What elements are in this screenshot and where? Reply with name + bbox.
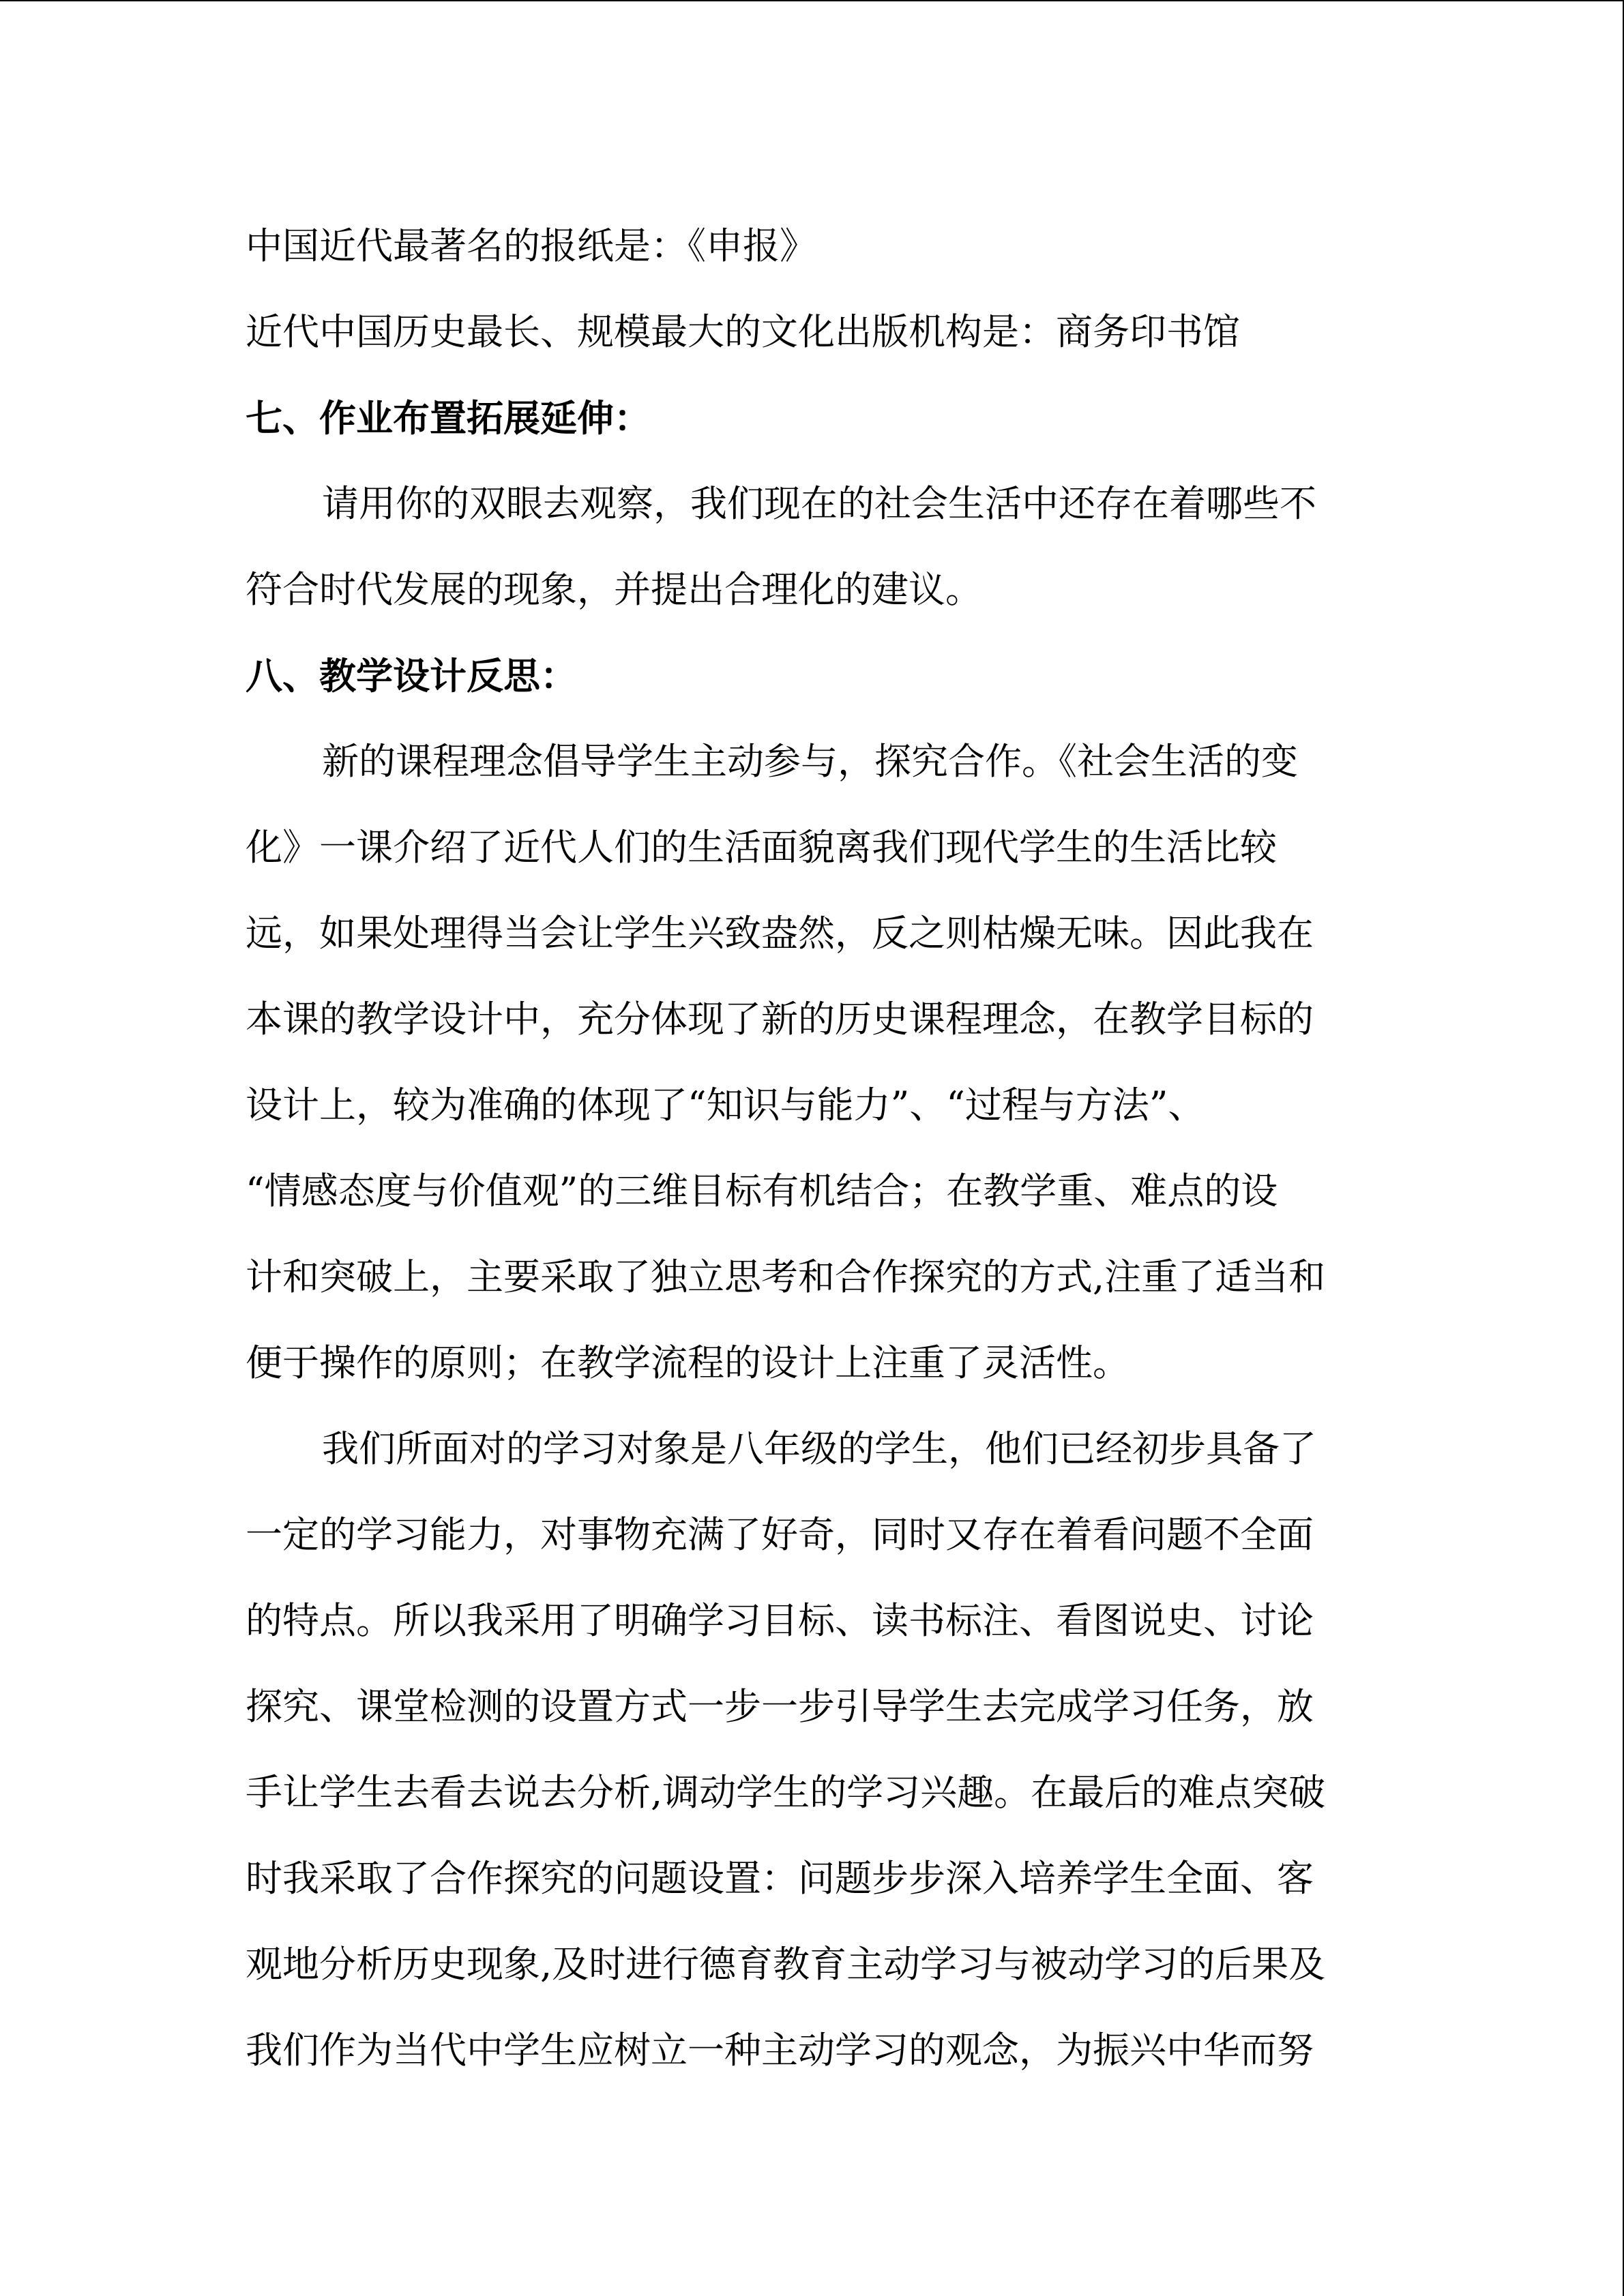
paragraph-first-line: 请用你的双眼去观察，我们现在的社会生活中还存在着哪些不 [322, 482, 1316, 525]
text-line: 计和突破上，主要采取了独立思考和合作探究的方式,注重了适当和 [246, 1255, 1326, 1298]
text-line: 的特点。所以我采用了明确学习目标、读书标注、看图说史、讨论 [246, 1599, 1314, 1642]
text-line: 近代中国历史最长、规模最大的文化出版机构是：商务印书馆 [246, 310, 1240, 353]
text-line: 我们作为当代中学生应树立一种主动学习的观念，为振兴中华而努 [246, 2029, 1314, 2072]
document-body [246, 203, 1371, 2093]
text-line: 化》一课介绍了近代人们的生活面貌离我们现代学生的生活比较 [246, 826, 1277, 869]
text-line: 中国近代最著名的报纸是：《申报》 [246, 224, 816, 267]
section-heading: 七、作业布置拓展延伸： [246, 396, 651, 440]
text-line: 观地分析历史现象,及时进行德育教育主动学习与被动学习的后果及 [246, 1943, 1326, 1986]
text-line: 远，如果处理得当会让学生兴致盎然，反之则枯燥无味。因此我在 [246, 912, 1314, 955]
text-line: 本课的教学设计中，充分体现了新的历史课程理念，在教学目标的 [246, 998, 1314, 1041]
text-line: 符合时代发展的现象，并提出合理化的建议。 [246, 568, 982, 611]
paragraph-first-line: 我们所面对的学习对象是八年级的学生，他们已经初步具备了 [322, 1427, 1316, 1470]
text-line: 探究、课堂检测的设置方式一步一步引导学生去完成学习任务，放 [246, 1685, 1314, 1728]
text-line: 时我采取了合作探究的问题设置：问题步步深入培养学生全面、客 [246, 1857, 1314, 1900]
text-line: 一定的学习能力，对事物充满了好奇，同时又存在着看问题不全面 [246, 1513, 1314, 1556]
text-line: “情感态度与价值观”的三维目标有机结合；在教学重、难点的设 [246, 1169, 1278, 1212]
text-line: 手让学生去看去说去分析,调动学生的学习兴趣。在最后的难点突破 [246, 1771, 1326, 1814]
text-line: 便于操作的原则；在教学流程的设计上注重了灵活性。 [246, 1341, 1130, 1384]
text-line: 设计上，较为准确的体现了“知识与能力”、“过程与方法”、 [246, 1084, 1205, 1127]
section-heading: 八、教学设计反思： [246, 654, 577, 698]
paragraph-first-line: 新的课程理念倡导学生主动参与，探究合作。《社会生活的变 [322, 740, 1298, 783]
